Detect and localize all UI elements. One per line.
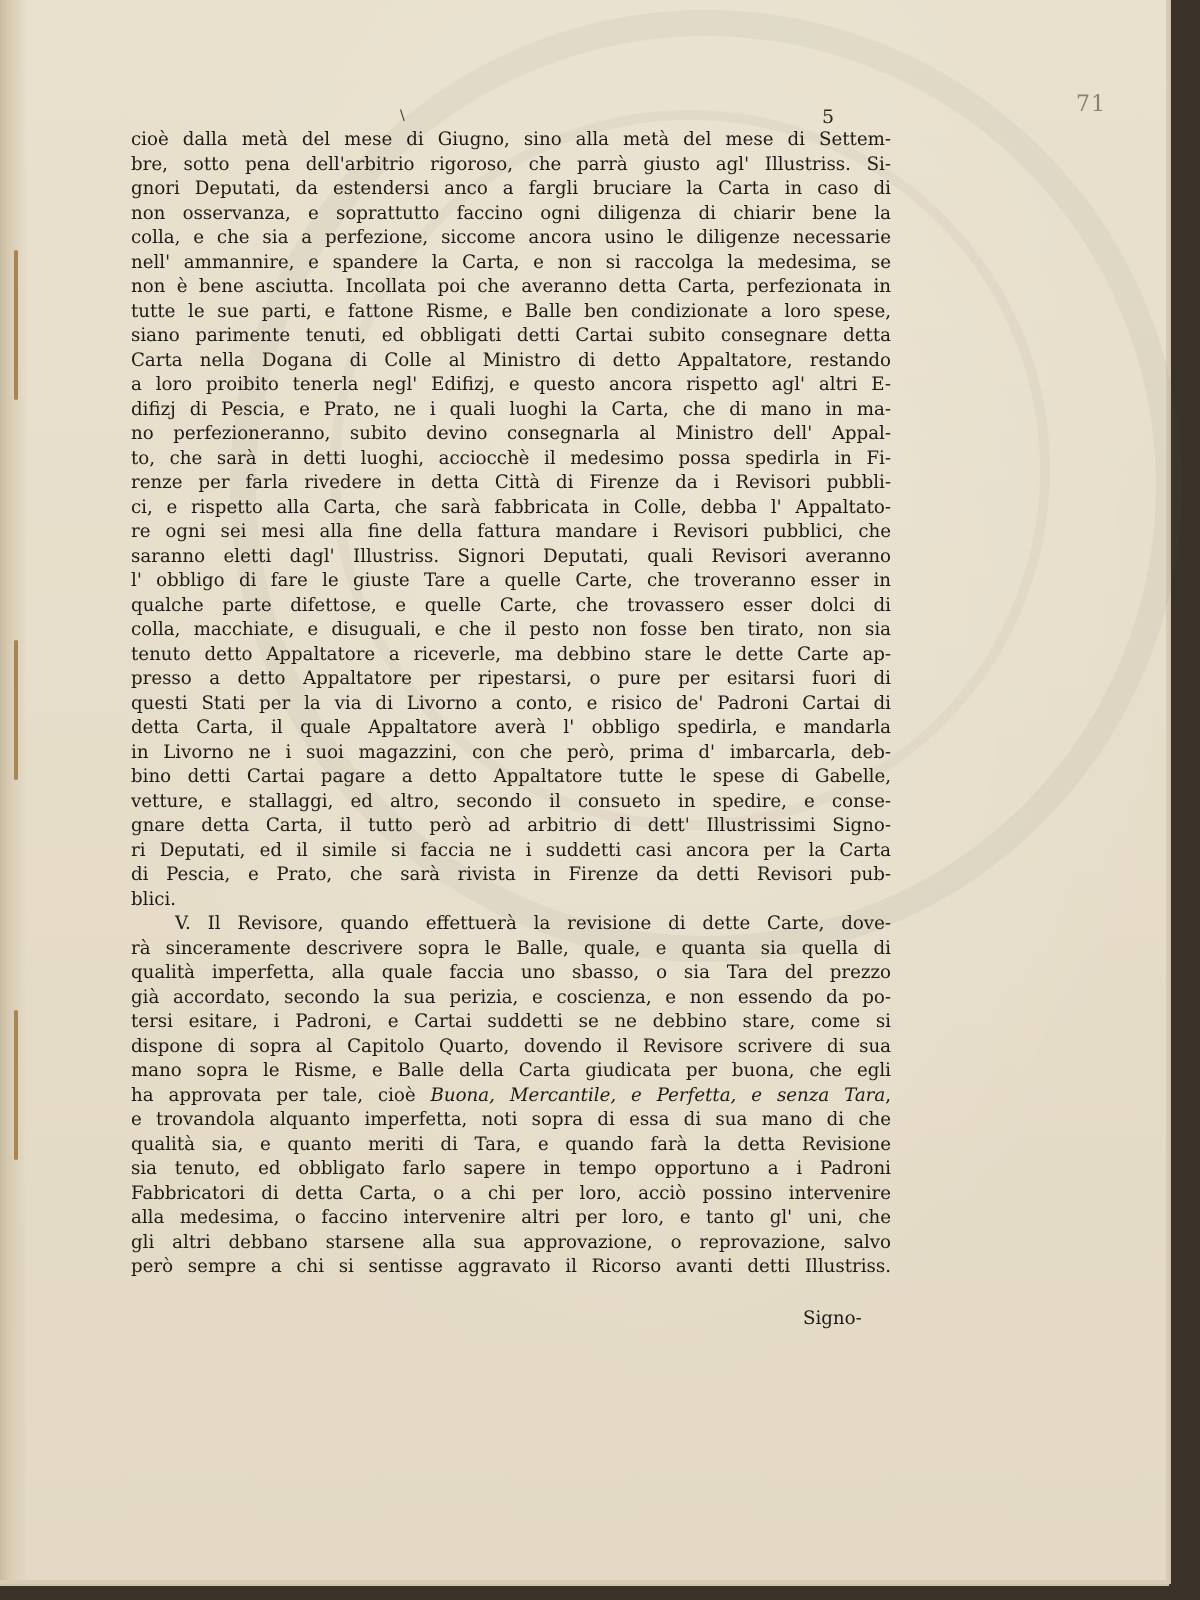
- binding-edge: [0, 0, 28, 1580]
- text-line: presso a detto Appaltatore per ripestarsi, o pure per esitarsi fuori di: [131, 668, 891, 689]
- text-line: vetture, e stallaggi, ed altro, secondo il consueto in spedire, e conse-: [131, 790, 891, 812]
- text-line: gnare detta Carta, il tutto però ad arbitrio di dett' Illustrissimi Signo-: [131, 815, 891, 836]
- text-line: e trovandola alquanto imperfetta, noti sopra di essa di sua mano di che: [131, 1109, 891, 1130]
- text-line: colla, e che sia a perfezione, siccome ancora usino le diligenze necessarie: [131, 227, 891, 248]
- text-line: tutte le sue parti, e fattone Risme, e Balle ben condizionate a loro spese,: [131, 300, 891, 322]
- text-line: no perfezioneranno, subito devino consegnarla al Ministro dell' Appal-: [131, 423, 891, 444]
- text-line: a loro proibito tenerla negl' Edifizj, e questo ancora rispetto agl' altri E-: [131, 374, 891, 395]
- text-line: nell' ammannire, e spandere la Carta, e non si raccolga la medesima, se: [131, 251, 891, 273]
- text-line: rà sinceramente descrivere sopra le Balle, quale, e quanta sia quella di: [131, 937, 891, 959]
- paragraph-1: [131, 128, 891, 912]
- text-line: gnori Deputati, da estendersi anco a fargli bruciare la Carta in caso di: [131, 178, 891, 199]
- text-line: qualche parte difettose, e quelle Carte, che trovassero esser dolci di: [131, 594, 891, 616]
- text-line: questi Stati per la via di Livorno a conto, e risico de' Padroni Cartai di: [131, 692, 891, 714]
- text-line: blici.: [131, 888, 177, 910]
- text-line: qualità imperfetta, alla quale faccia uno sbasso, o sia Tara del prezzo: [131, 962, 891, 983]
- catchword: Signo-: [803, 1308, 862, 1329]
- binding-stitch: [14, 1010, 18, 1160]
- text-line: gli altri debbano starsene alla sua approvazione, o reprovazione, salvo: [131, 1231, 891, 1253]
- text-line: ci, e rispetto alla Carta, che sarà fabbricata in Colle, debba l' Appaltato-: [131, 496, 891, 518]
- text-line: re ogni sei mesi alla fine della fattura mandare i Revisori pubblici, che: [131, 521, 891, 542]
- text-line: renze per farla rivedere in detta Città di Firenze da i Revisori pubbli-: [131, 472, 891, 493]
- text-line: difizj di Pescia, e Prato, ne i quali luoghi la Carta, che di mano in ma-: [131, 398, 891, 420]
- binding-stitch: [14, 250, 18, 400]
- text-line: cioè dalla metà del mese di Giugno, sino alla metà del mese di Settem-: [131, 129, 891, 150]
- text-line: bre, sotto pena dell'arbitrio rigoroso, che parrà giusto agl' Illustriss. Si-: [131, 153, 891, 175]
- text-line: non osservanza, e soprattutto faccino ogni diligenza di chiarir bene la: [131, 202, 891, 224]
- binding-stitch: [14, 640, 18, 780]
- text-line: Fabbricatori di detta Carta, o a chi per loro, acciò possino intervenire: [131, 1182, 891, 1204]
- text-line: ri Deputati, ed il simile si faccia ne i suddetti casi ancora per la Carta: [131, 839, 891, 861]
- text-line: tenuto detto Appaltatore a riceverle, ma debbino stare le dette Carte ap-: [131, 643, 891, 665]
- text-line: l' obbligo di fare le giuste Tare a quelle Carte, che troveranno esser in: [131, 570, 891, 591]
- text-line: siano parimente tenuti, ed obbligati detti Cartai subito consegnare detta: [131, 325, 891, 346]
- text-line: dispone di sopra al Capitolo Quarto, dovendo il Revisore scrivere di sua: [131, 1035, 891, 1057]
- text-line: alla medesima, o faccino intervenire altri per loro, e tanto gl' uni, che: [131, 1207, 891, 1228]
- body-text: [131, 128, 891, 1280]
- folio-number: 71: [1076, 92, 1106, 117]
- text-line: [131, 1084, 891, 1109]
- text-line: bino detti Cartai pagare a detto Appaltatore tutte le spese di Gabelle,: [131, 766, 891, 787]
- text-line: Carta nella Dogana di Colle al Ministro di detto Appaltatore, restando: [131, 349, 891, 371]
- text-line: saranno eletti dagl' Illustriss. Signori Deputati, quali Revisori averanno: [131, 545, 891, 567]
- text-line: sia tenuto, ed obbligato farlo sapere in tempo opportuno a i Padroni: [131, 1158, 891, 1179]
- text-line: qualità sia, e quanto meriti di Tara, e quando farà la detta Revisione: [131, 1133, 891, 1155]
- text-line: mano sopra le Risme, e Balle della Carta giudicata per buona, che egli: [131, 1060, 891, 1081]
- page-number: 5: [822, 106, 835, 128]
- text-line: già accordato, secondo la sua perizia, e coscienza, e non essendo da po-: [131, 986, 891, 1008]
- ink-mark: \: [400, 108, 405, 124]
- text-line: V. Il Revisore, quando effettuerà la revisione di dette Carte, dove-: [175, 913, 891, 934]
- text-segment: ,: [885, 1084, 891, 1106]
- text-line: in Livorno ne i suoi magazzini, con che però, prima d' imbarcarla, deb-: [131, 741, 891, 763]
- text-line: colla, macchiate, e disuguali, e che il pesto non fosse ben tirato, non sia: [131, 619, 891, 640]
- text-line: di Pescia, e Prato, che sarà rivista in Firenze da detti Revisori pub-: [131, 864, 891, 885]
- paragraph-2: [131, 912, 891, 1280]
- italic-terms: Buona, Mercantile, e Perfetta, e senza Tara: [430, 1084, 886, 1106]
- text-line: però sempre a chi si sentisse aggravato il Ricorso avanti detti Illustriss.: [131, 1256, 891, 1277]
- text-line: to, che sarà in detti luoghi, acciocchè il medesimo possa spedirla in Fi-: [131, 447, 891, 469]
- text-line: non è bene asciutta. Incollata poi che averanno detta Carta, perfezionata in: [131, 276, 891, 297]
- text-line: detta Carta, il quale Appaltatore averà l' obbligo spedirla, e mandarla: [131, 717, 891, 738]
- text-line: tersi esitare, i Padroni, e Cartai suddetti se ne debbino stare, come si: [131, 1011, 891, 1032]
- text-segment: ha approvata per tale, cioè: [131, 1084, 431, 1106]
